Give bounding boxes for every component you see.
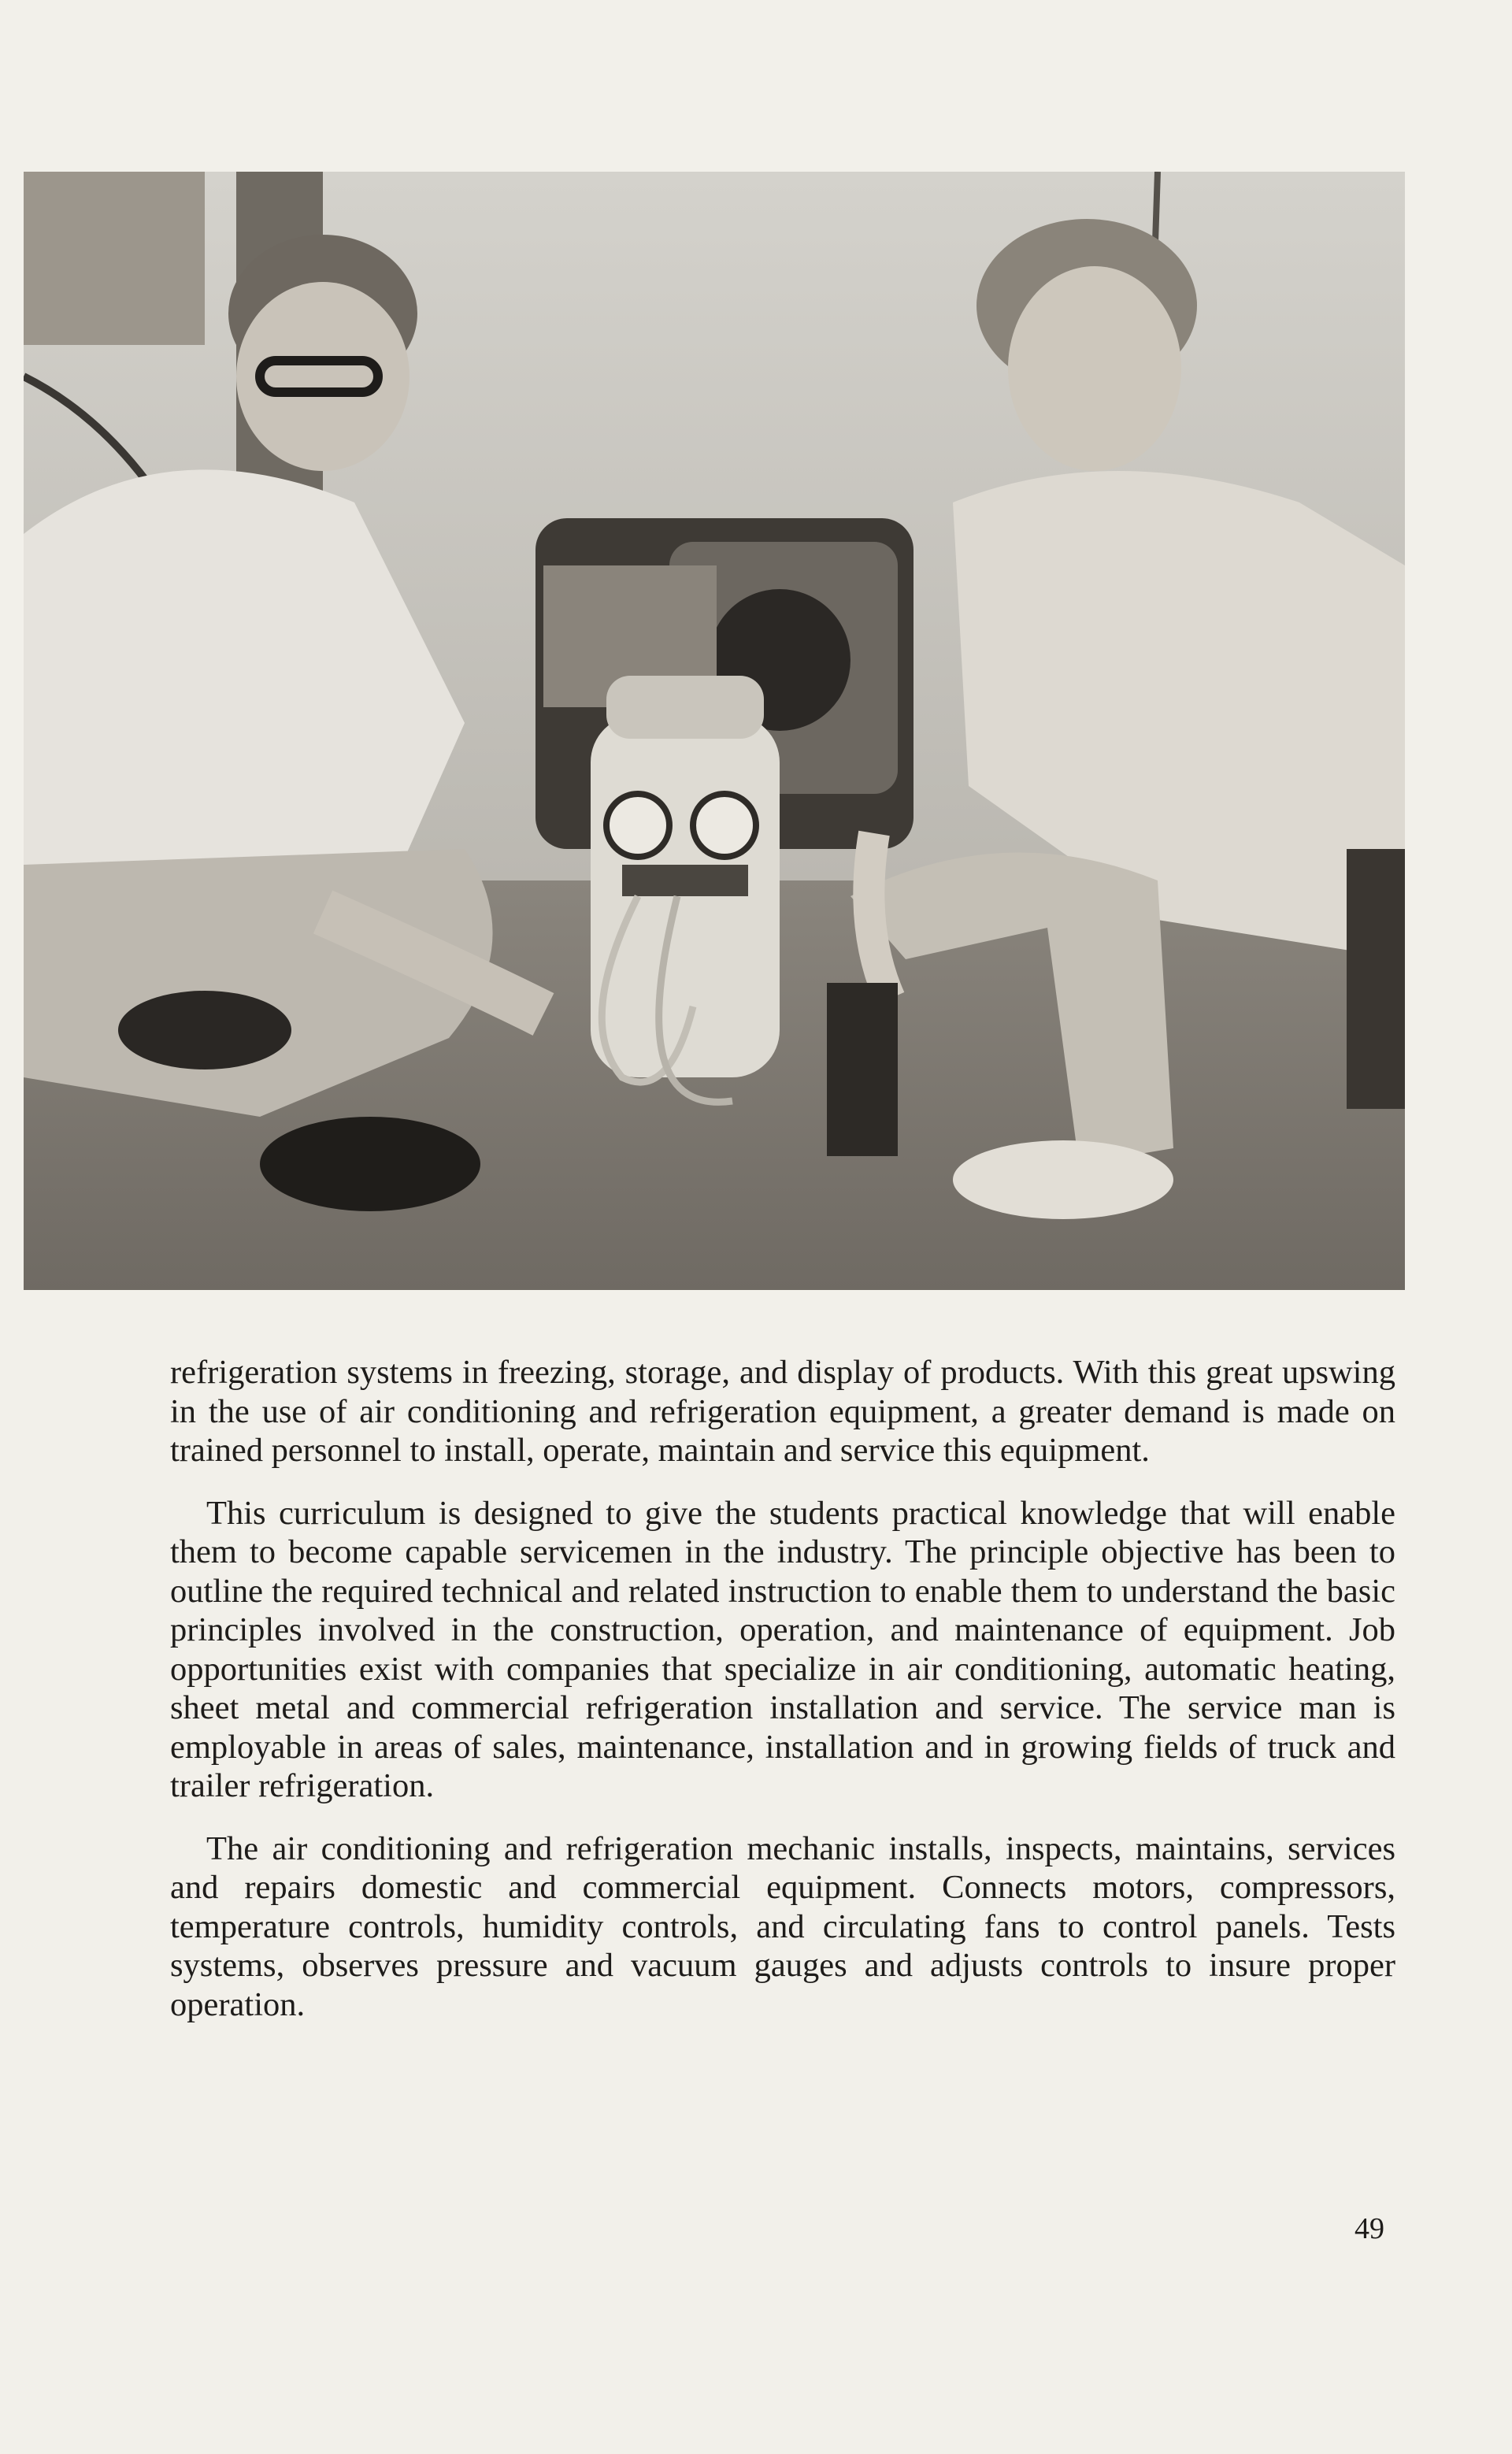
body-text	[170, 1353, 1395, 2048]
paragraph-2: This curriculum is designed to give the students practical knowledge that will enable them to become capable servicemen in the industry. The principle objective has been to outline the required technical and related instruction to enable them to understand the basic principles involved in the construction, operation, and maintenance of equipment. Job opportunities exist with companies that specialize in air conditioning, automatic heating, sheet metal and commercial refrigeration installation and service. The service man is employable in areas of sales, maintenance, installation and in growing fields of truck and trailer refrigeration.	[170, 1494, 1395, 1804]
photo-illustration	[24, 172, 1405, 1290]
paragraph-1: refrigeration systems in freezing, storage, and display of products. With this great upswing in the use of air conditioning and refrigeration equipment, a greater demand is made on trained personnel to install, operate, maintain and service this equipment.	[170, 1354, 1395, 1469]
photo-students-servicing-compressor	[24, 172, 1405, 1290]
page-number: 49	[1354, 2212, 1384, 2245]
paragraph-3: The air conditioning and refrigeration mechanic installs, inspects, maintains, services and repairs domestic and commercial equipment. Connects motors, compressors, temperature controls, humidity controls, and circulating fans to control panels. Tests systems, observes pressure and vacuum gauges and adjusts controls to insure proper operation.	[170, 1829, 1395, 2023]
